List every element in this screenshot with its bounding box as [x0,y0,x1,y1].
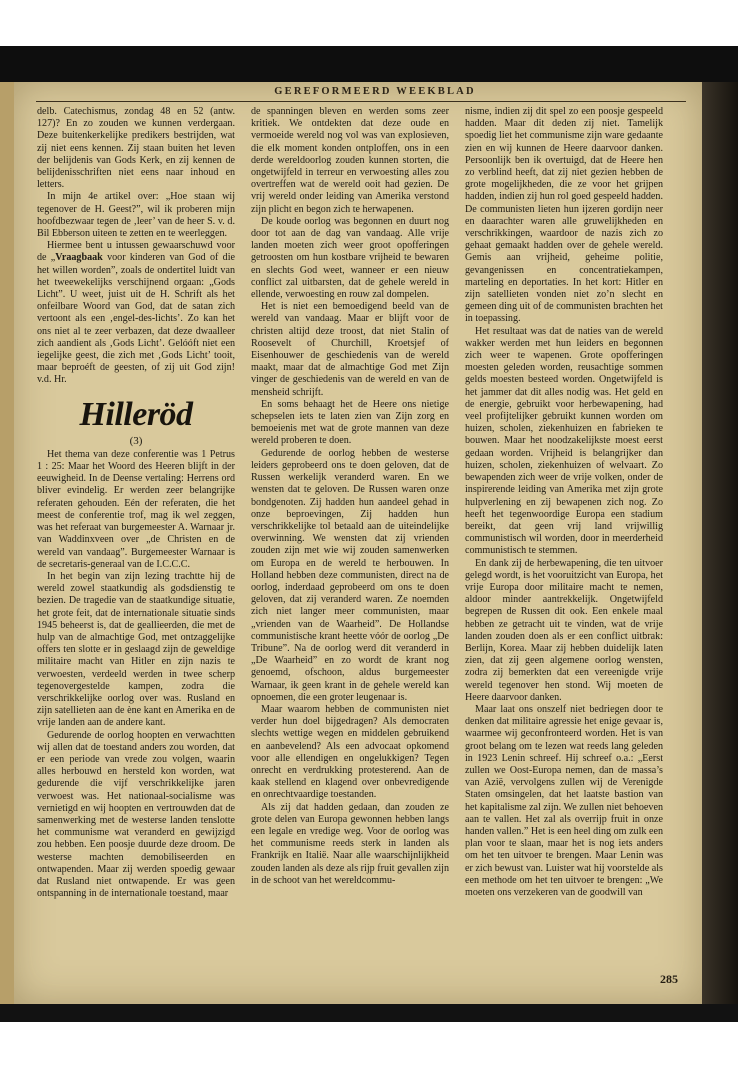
page-number: 285 [660,972,678,986]
scan-bottom-border [0,1004,738,1022]
paragraph: En dank zij de herbewapening, die ten uitvoer gelegd wordt, is het vooruitzicht van Europa, het vrije Europa door militaire macht te nemen, aldoor minder aantrekkelijk. Ongetwijfeld begrepen de Russen dit ook. Een enkele maal hebben ze getracht uit te vinden, wat de vrije landen zouden doen als er een conflict uitbrak: Berlijn, Korea. Maar zij hebben duidelijk laten zien, dat zij geen algemene oorlog wensten, zodra zij bemerkten dat een vereenigde vrije wereld tegenover hen stond. Wij moeten de Heere daarvoor danken. [465,557,663,703]
paragraph: En soms behaagt het de Heere ons nietige schepselen iets te laten zien van Zijn zorg en bemoeienis met wat de grote mannen van deze wereld proberen te doen. [251,398,449,447]
paragraph: Het is niet een bemoedigend beeld van de wereld van vandaag. Maar er blijft voor de christen altijd deze troost, dat niet Stalin of Roosevelt of Churchill, Kroetsjef of Eisenhouwer de geschiedenis van de wereld maakt, maar dat de almachtige God met Zijn vinger de geschiedenis van de wereld en van de mensheid schrijft. [251,301,449,398]
author-signature: v.d. Hr. [37,374,67,386]
paragraph: De koude oorlog was begonnen en duurt nog door tot aan de dag van vandaag. Alle vrije landen moeten zich weer groot opofferingen getroosten om hun kostbare vrijheid te bewaren en slechts God weet, wanneer er een nieuw conflict zal uitbarsten, dat de gehele wereld in ellende, verwoesting en rouw zal dompelen. [251,215,449,301]
running-header: GEREFORMEERD WEEKBLAD [274,86,476,97]
paragraph: Maar laat ons onszelf niet bedriegen door te denken dat militaire agressie het enige gevaar is, waarmee wij geconfronteerd worden. Het is van groot belang om te lezen wat reeds lang geleden in 1923 Lenin schreef. Hij schreef o.a.: „Eerst zullen we Oost-Europa nemen, dan de massa’s van Azië, vervolgens zullen wij de Verenigde Staten omsingelen, dat het laatste bastion van het kapitalisme zal zijn. We zullen niet behoeven aan te vallen. Het zal als overrijp fruit in onze handen vallen.” Het is een heel ding om zulk een plan voor te slaan, maar het is nog iets anders om het ten uitvoer te brengen. Maar Lenin was er zich bewust van. Luister wat hij voorstelde als een methode om het ten uitvoer te brengen: „We moeten ons verzekeren van de goodwill van [465,703,663,898]
article-part-number: (3) [129,434,143,447]
paragraph: In het begin van zijn lezing trachtte hij de wereld zowel staatkundig als godsdienstig te bezien. De tragedie van de staatkundige situatie, het grote feit, dat de internationale situatie sinds 1945 beheerst is, dat de geallieerden, die met de hulp van de almachtige God, met ontzaggelijke offers ten slotte er in geslaagd zijn de geweldige militaire macht van Hitler en zijn nazis te verwoesten, verdeeld werden in twee scherp tegenovergestelde kampen, zodra die verschrikkelijke oorlog over was. Rusland en zijn satellieten aan de ène kant en Amerika en de vrije landen aan de andere kant. [37,570,235,729]
page-left-edge [0,82,14,1004]
text-run: voor kinderen van God of die het willen worden”, zoals de ondertitel luidt van het tweewekelijks verschijnend orgaan: „Gods Licht”. U weet, juist uit de H. Schrift als het onfeilbare Woord van God, dat de satan zich vertoont als een ‚engel-des-lichts’. Zo kan het ons niet al te zeer verbazen, dat deze dwaalleer zich aandient als ‚Gods Licht’. Gelóóft niet een iegelijke geest, die zich met ‚Gods Licht’ tooit, maar beproéft de geesten, of zij uit God zijn! [37,252,236,374]
bold-term: Vraagbaak [55,252,103,264]
paragraph: Als zij dat hadden gedaan, dan zouden ze grote delen van Europa gewonnen hebben langs een legale en vredige weg. Voor de oorlog was het communisme reeds sterk in landen als Frankrijk en Italië. Naar alle waarschijnlijkheid zouden landen als deze als rijp fruit gevallen zijn in de schoot van het wereldcommu- [251,801,449,886]
paragraph [37,240,235,386]
paragraph: delb. Catechismus, zondag 48 en 52 (antw. 127)? En zo zouden we kunnen verdergaan. Deze buitenkerkelijke predikers bestrijden, wat zij niet eens kennen. Zij staan buiten het leven der belijdenis van Gods Kerk, en zij kennen de belijdenisschriften niet eens naar inhoud en letters. [37,106,235,191]
scan-top-border [0,46,738,82]
column-2 [251,106,449,887]
paragraph: Gedurende de oorlog hebben de westerse leiders geprobeerd ons te doen geloven, dat de Russen werkelijk veranderd waren. En we wensten dat te geloven. De Russen waren onze bondgenoten. Zij hadden hun aandeel gehad in onze beproevingen, Zij hadden hun verschrikkelijke tol betaald aan de uiteindelijke overwinning. We wensten dat zij vrienden zouden zijn met wie wij zouden samenwerken om Europa en de wereld te herbouwen. In Holland hebben deze communisten, direct na de oorlog, inderdaad geprobeerd om ons te doen geloven, dat zij veranderd waren. Ze noemden zich niet langer meer communisten, maar „vrienden van de Waarheid”. De Hollandse communistische krant heette vóór de oorlog „De Tribune”. Na de oorlog werd dit veranderd in „De Waarheid” en zo wordt de krant nog genoemd, ofschoon, aldus burgemeester Warnaar, ik geen krant in de gehele wereld kan opnoemen, die een groter leugenaar is. [251,447,449,703]
text-run: Hiermee bent u intussen gewaarschuwd voor de „ [37,240,235,264]
article-title: Hilleröd [79,395,193,433]
header-rule [36,101,686,102]
paragraph: Het resultaat was dat de naties van de wereld wakker werden met hun leiders en begonnen zich weer te wapenen. Grote opofferingen moesten geleden worden, reusachtige sommen gelds moesten besteed worden. Ongetwijfeld is het jammer dat dit alles nodig was. Het geld en de energie, gebruikt voor herbewapening, had veel profijtelijker gebruikt kunnen worden om huizen, scholen, ziekenhuizen en fabrieken te bouwen. Maar het noodzakelijkste moest eerst gedaan worden. Vrijheid is belangrijker dan huizen, scholen, ziekenhuizen of welvaart. Zo bewapenden zich weer de vrije volken, onder de inspirerende leiding van Amerika met zijn grote hulpverlening en zij bewapenen zich nog. Zo heeft het tegenwoordige Europa een stadium bereikt, dat geen vrij land vrijwillig communistisch wil worden, door in meerderheid communistisch te stemmen. [465,325,663,557]
paragraph: nisme, indien zij dit spel zo een poosje gespeeld hadden. Maar dit deden zij niet. Tamelijk spoedig liet het communisme zijn ware gedaante zien en wij kunnen de Heere daarvoor danken. Persoonlijk ben ik overtuigd, dat de Heere hen zo verblind heeft, dat zij niet gezien hebben de grote mogelijkheden, die ze voor het grijpen hadden, indien zij hun rol goed gespeeld hadden. De communisten lieten hun ijzeren gordijn neer en daarachter waren alle gruwelijkheden en verschrikkingen, waardoor de nazis zich zo gehaat gemaakt hadden over de gehele wereld. Gemis aan vrijheid, geheime politie, gevangenissen en concentratiekampen, marteling en deportaties. In het kort: Hitler en zijn satellieten vonden niet zo’n slecht en gemeen ding uit of de communisten brachten het in toepassing. [465,106,663,325]
page-right-shadow [702,82,738,1004]
paragraph: In mijn 4e artikel over: „Hoe staan wij tegenover de H. Geest?”, wil ik proberen mijn hoofdbezwaar tegen de ‚leer’ van de heer S. v. d. Bil Ebberson uiteen te zetten en te weerleggen. [37,191,235,240]
paragraph: de spanningen bleven en werden soms zeer kritiek. We ontdekten dat deze oude en vermoeide wereld nog vol was van explosieven, die elk moment konden ontploffen, ons in een derde wereldoorlog zouden kunnen storten, die ongetwijfeld in terreur en verwoesting alles zou overtreffen wat de wereld ooit had gezien. De vrij wereld onder leiding van Amerika verstond zijn plicht en begon zich te herwapenen. [251,106,449,215]
column-3 [465,106,663,899]
column-1 [37,106,235,900]
paragraph: Gedurende de oorlog hoopten en verwachtten wij allen dat de toestand anders zou worden, dat er een periode van vrede zou volgen, waarin alles herbouwd en hersteld kon worden, wat gedurende die vijf verschrikkelijke jaren verwoest was. Het nationaal-socialisme was vernietigd en wij hoopten en vertrouwden dat de samenwerking met de westerse landen tenslotte het communisme wat veranderd en gewijzigd zou hebben. Een poosje duurde deze droom. De westerse machten demobiliseerden en ontwapenden. Maar zij werden spoedig gewaar dat Rusland niet ontwapende. Er was geen ontspanning in de internationale toestand, maar [37,729,235,900]
paragraph: Maar waarom hebben de communisten niet verder hun doel bijgedragen? Als democraten slechts wettige wegen en middelen gebruikend en aanbevelend? Als een advocaat opkomend voor alle ellendigen en ongelukkigen? Tegen onrecht en verdrukking protesterend. Aan de kaak stellend en klagend over onbevredigende en onrechtvaardige toestanden. [251,703,449,801]
paragraph: Het thema van deze conferentie was 1 Petrus 1 : 25: Maar het Woord des Heeren blijft in der eeuwigheid. In de Deense vertaling: Herrens ord bliver evindelig. Er werden zeer belangrijke referaten gehouden. Eén der referaten, die het meest de conferentie trof, mag ik wel zeggen, was het referaat van burgemeester A. Warnaar jr. van Waddinxveen over „de Christen en de wereld van vandaag”. Burgemeester Warnaar is de secretaris-generaal van de I.C.C.C. [37,448,235,570]
